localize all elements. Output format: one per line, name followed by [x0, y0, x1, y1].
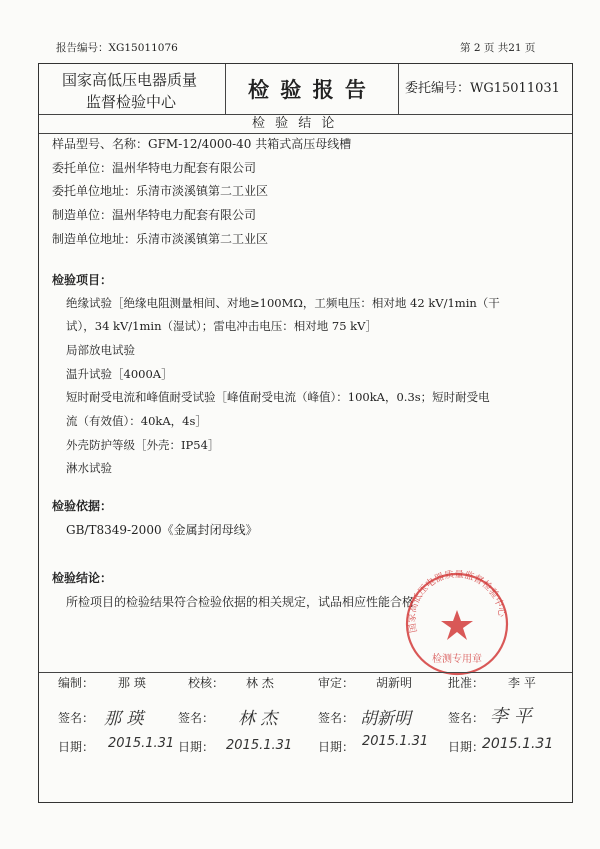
item-line: 试），34 kV/1min（湿试）；雷电冲击电压：相对地 75 kV］ [66, 319, 377, 333]
maker-unit: 制造单位：温州华特电力配套有限公司 [52, 208, 257, 222]
items-heading: 检验项目： [52, 273, 113, 287]
section-title: 检 验 结 论 [252, 116, 338, 131]
sign-label-compile: 签名： [58, 711, 95, 725]
basis-heading: 检验依据： [52, 499, 113, 513]
item-line: 温升试验［4000A］ [66, 367, 173, 381]
sample-model: 样品型号、名称：GFM-12/4000-40 共箱式高压母线槽 [52, 137, 352, 151]
date-check: 2015.1.31 [226, 738, 293, 753]
signature-check: 林 杰 [238, 709, 278, 729]
org-name-line2: 监督检验中心 [86, 93, 177, 111]
item-line: 绝缘试验［绝缘电阻测量相间、对地≥100MΩ，工频电压：相对地 42 kV/1min（干 [66, 296, 500, 310]
entrust-number: 委托编号：WG15011031 [405, 81, 560, 96]
section-separator [39, 133, 572, 134]
compile-name: 那 瑛 [118, 676, 146, 690]
basis-text: GB/T8349-2000《金属封闭母线》 [66, 523, 258, 537]
item-line: 局部放电试验 [66, 343, 135, 357]
approve-name: 李 平 [508, 676, 536, 690]
approve-label: 批准： [448, 676, 485, 690]
check-label: 校核： [188, 676, 225, 690]
conclusion-text: 所检项目的检验结果符合检验依据的相关规定，试品相应性能合格 [66, 595, 415, 609]
org-name-line1: 国家高低压电器质量 [62, 71, 198, 89]
item-line: 流（有效值）：40kA，4s］ [66, 414, 207, 428]
signature-compile: 那 瑛 [104, 709, 144, 729]
title-divider-left [225, 64, 226, 114]
sign-label-check: 签名： [178, 711, 215, 725]
report-number: 报告编号：XG15011076 [56, 42, 178, 54]
client-unit: 委托单位：温州华特电力配套有限公司 [52, 161, 257, 175]
date-label-check: 日期： [178, 740, 215, 754]
item-line: 淋水试验 [66, 461, 112, 475]
review-name: 胡新明 [376, 676, 413, 690]
title-divider-right [398, 64, 399, 114]
check-name: 林 杰 [246, 676, 274, 690]
date-approve: 2015.1.31 [482, 736, 554, 752]
date-review: 2015.1.31 [362, 734, 429, 749]
client-address: 委托单位地址：乐清市淡溪镇第二工业区 [52, 184, 269, 198]
conclusion-heading: 检验结论： [52, 571, 113, 585]
date-compile: 2015.1.31 [108, 736, 175, 751]
signoff-top-line [39, 672, 572, 673]
date-label-compile: 日期： [58, 740, 95, 754]
title-separator [39, 114, 572, 115]
sign-label-approve: 签名： [448, 711, 485, 725]
item-line: 外壳防护等级［外壳：IP54］ [66, 438, 220, 452]
item-line: 短时耐受电流和峰值耐受试验［峰值耐受电流（峰值）：100kA，0.3s；短时耐受电 [66, 390, 490, 404]
seal-label: 检测专用章 [432, 654, 482, 665]
page-info: 第 2 页 共21 页 [460, 42, 536, 54]
signature-review: 胡新明 [360, 709, 411, 729]
compile-label: 编制： [58, 676, 95, 690]
maker-address: 制造单位地址：乐清市淡溪镇第二工业区 [52, 232, 269, 246]
report-title: 检 验 报 告 [248, 77, 368, 102]
official-seal-stamp [402, 570, 512, 678]
signature-approve: 李 平 [490, 706, 532, 727]
sign-label-review: 签名： [318, 711, 355, 725]
seal-text: 国家高低压电器质量监督检验中心 [406, 570, 508, 634]
date-label-review: 日期： [318, 740, 355, 754]
date-label-approve: 日期： [448, 740, 485, 754]
review-label: 审定： [318, 676, 355, 690]
